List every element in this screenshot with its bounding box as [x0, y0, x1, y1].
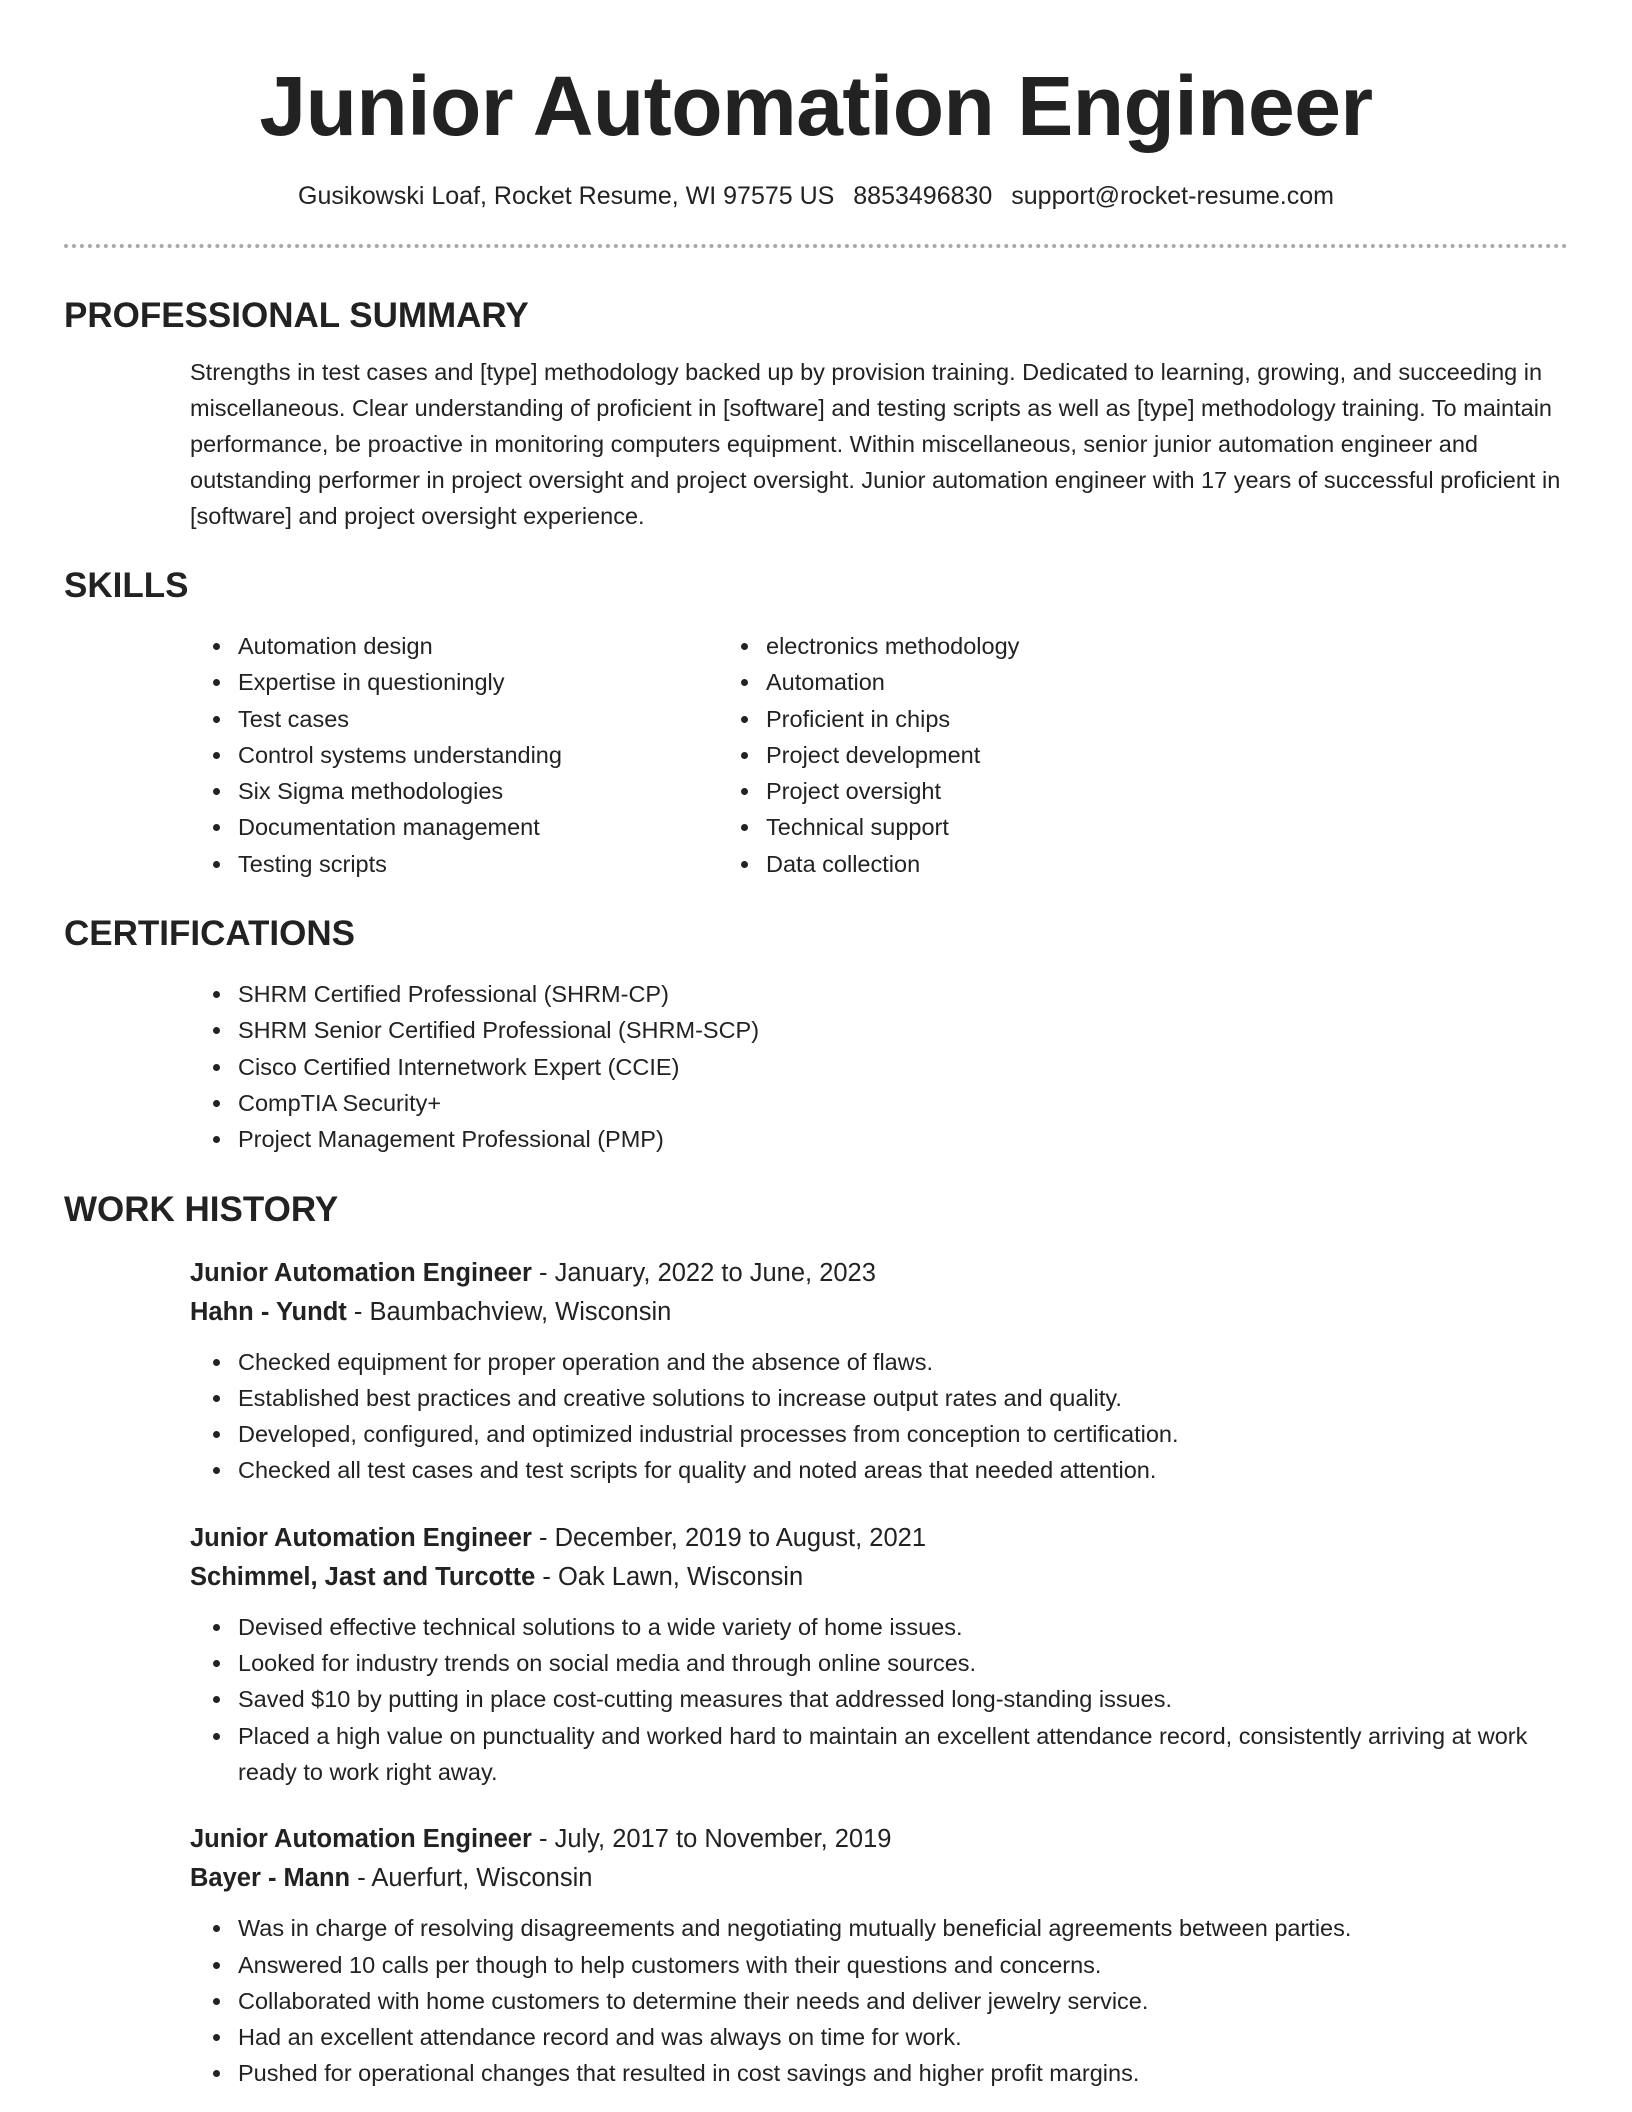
list-item: • Checked equipment for proper operation and the absence of flaws.: [234, 1344, 1568, 1380]
header-divider: [64, 244, 1568, 248]
job-bullets: [190, 1910, 1568, 2091]
list-item: • Checked all test cases and test scripts for quality and noted areas that needed attention.: [234, 1452, 1568, 1488]
job-entry: [190, 1254, 1568, 1489]
list-item: • Six Sigma methodologies: [234, 773, 744, 809]
list-item: • Collaborated with home customers to determine their needs and deliver jewelry service.: [234, 1983, 1568, 2019]
job-company-line: [190, 1558, 1568, 1597]
job-entry: [190, 1519, 1568, 1790]
job-location: - Auerfurt, Wisconsin: [350, 1864, 593, 1893]
section-professional-summary: [64, 296, 1568, 534]
list-item: • Pushed for operational changes that resulted in cost savings and higher profit margins.: [234, 2055, 1568, 2091]
job-company: Schimmel, Jast and Turcotte: [190, 1562, 536, 1591]
skills-columns: [64, 628, 1568, 882]
section-title: SKILLS: [64, 566, 189, 605]
job-bullets: [190, 1344, 1568, 1489]
list-item: • Expertise in questioningly: [234, 664, 744, 700]
job-entry: [190, 1820, 1568, 2091]
contact-address: Gusikowski Loaf, Rocket Resume, WI 97575 US: [298, 182, 835, 210]
skills-column-right: [744, 628, 1019, 882]
skills-list-left: [64, 628, 744, 882]
job-location: - Oak Lawn, Wisconsin: [535, 1562, 804, 1591]
section-title: CERTIFICATIONS: [64, 914, 356, 954]
list-item: • Control systems understanding: [234, 737, 744, 773]
list-item: • CompTIA Security+: [234, 1085, 1568, 1121]
resume-header: [64, 0, 1568, 212]
section-certifications: [64, 914, 1568, 1157]
list-item: • Saved $10 by putting in place cost-cutting measures that addressed long-standing issues.: [234, 1681, 1568, 1717]
contact-email: support@rocket-resume.com: [1011, 182, 1334, 210]
job-company: Bayer - Mann: [190, 1864, 351, 1893]
list-item: • SHRM Senior Certified Professional (SHRM-SCP): [234, 1012, 1568, 1048]
list-item: • Looked for industry trends on social media and through online sources.: [234, 1645, 1568, 1681]
section-work-history: [64, 1190, 1568, 2092]
list-item: • Cisco Certified Internetwork Expert (CCIE): [234, 1049, 1568, 1085]
list-item: • Project Management Professional (PMP): [234, 1121, 1568, 1157]
list-item: • Placed a high value on punctuality and worked hard to maintain an excellent attendance record, consistently arriving at work ready to work right away.: [234, 1718, 1568, 1791]
list-item: • Automation design: [234, 628, 744, 664]
job-role: Junior Automation Engineer: [190, 1258, 532, 1287]
contact-phone: 8853496830: [853, 182, 993, 210]
list-item: • Testing scripts: [234, 846, 744, 882]
list-item: • Documentation management: [234, 809, 744, 845]
job-dates: - December, 2019 to August, 2021: [531, 1523, 926, 1552]
list-item: • Automation: [762, 664, 1019, 700]
list-item: • Technical support: [762, 809, 1019, 845]
list-item: • Answered 10 calls per though to help customers with their questions and concerns.: [234, 1947, 1568, 1983]
job-role: Junior Automation Engineer: [190, 1523, 532, 1552]
job-company-line: [190, 1293, 1568, 1332]
job-role: Junior Automation Engineer: [190, 1825, 532, 1854]
skills-column-left: [64, 628, 744, 882]
summary-text: Strengths in test cases and [type] methodology backed up by provision training. Dedicated to learning, growing, and succeeding in miscellaneous. Clear understanding of proficient in [software] and testing scripts as well as [type] methodology training. To maintain performance, be proactive in monitoring computers equipment. Within miscellaneous, senior junior automation engineer and outstanding performer in project oversight and project oversight. Junior automation engineer with 17 years of successful proficient in [software] and project oversight experience.: [190, 359, 1561, 529]
list-item: • Was in charge of resolving disagreements and negotiating mutually beneficial agreements between parties.: [234, 1910, 1568, 1946]
job-company: Hahn - Yundt: [190, 1297, 347, 1326]
contact-line: [64, 180, 1568, 212]
job-title-line: [190, 1254, 1568, 1293]
list-item: • electronics methodology: [762, 628, 1019, 664]
list-item: • Project oversight: [762, 773, 1019, 809]
job-title-line: [190, 1519, 1568, 1558]
list-item: • Proficient in chips: [762, 701, 1019, 737]
job-company-line: [190, 1859, 1568, 1898]
list-item: • Established best practices and creative solutions to increase output rates and quality.: [234, 1380, 1568, 1416]
section-title: WORK HISTORY: [64, 1189, 339, 1229]
job-dates: - January, 2022 to June, 2023: [531, 1258, 876, 1287]
candidate-name: Junior Automation Engineer: [259, 59, 1373, 153]
section-title: PROFESSIONAL SUMMARY: [64, 296, 529, 335]
list-item: • Data collection: [762, 846, 1019, 882]
list-item: • Project development: [762, 737, 1019, 773]
job-location: - Baumbachview, Wisconsin: [346, 1297, 672, 1326]
certifications-list: [64, 976, 1568, 1157]
list-item: • SHRM Certified Professional (SHRM-CP): [234, 976, 1568, 1012]
section-skills: [64, 566, 1568, 882]
list-item: • Developed, configured, and optimized industrial processes from conception to certification.: [234, 1416, 1568, 1452]
skills-list-right: [744, 628, 1019, 882]
list-item: • Had an excellent attendance record and was always on time for work.: [234, 2019, 1568, 2055]
list-item: • Test cases: [234, 701, 744, 737]
job-bullets: [190, 1609, 1568, 1790]
job-dates: - July, 2017 to November, 2019: [531, 1825, 892, 1854]
list-item: • Devised effective technical solutions to a wide variety of home issues.: [234, 1609, 1568, 1645]
job-title-line: [190, 1820, 1568, 1859]
